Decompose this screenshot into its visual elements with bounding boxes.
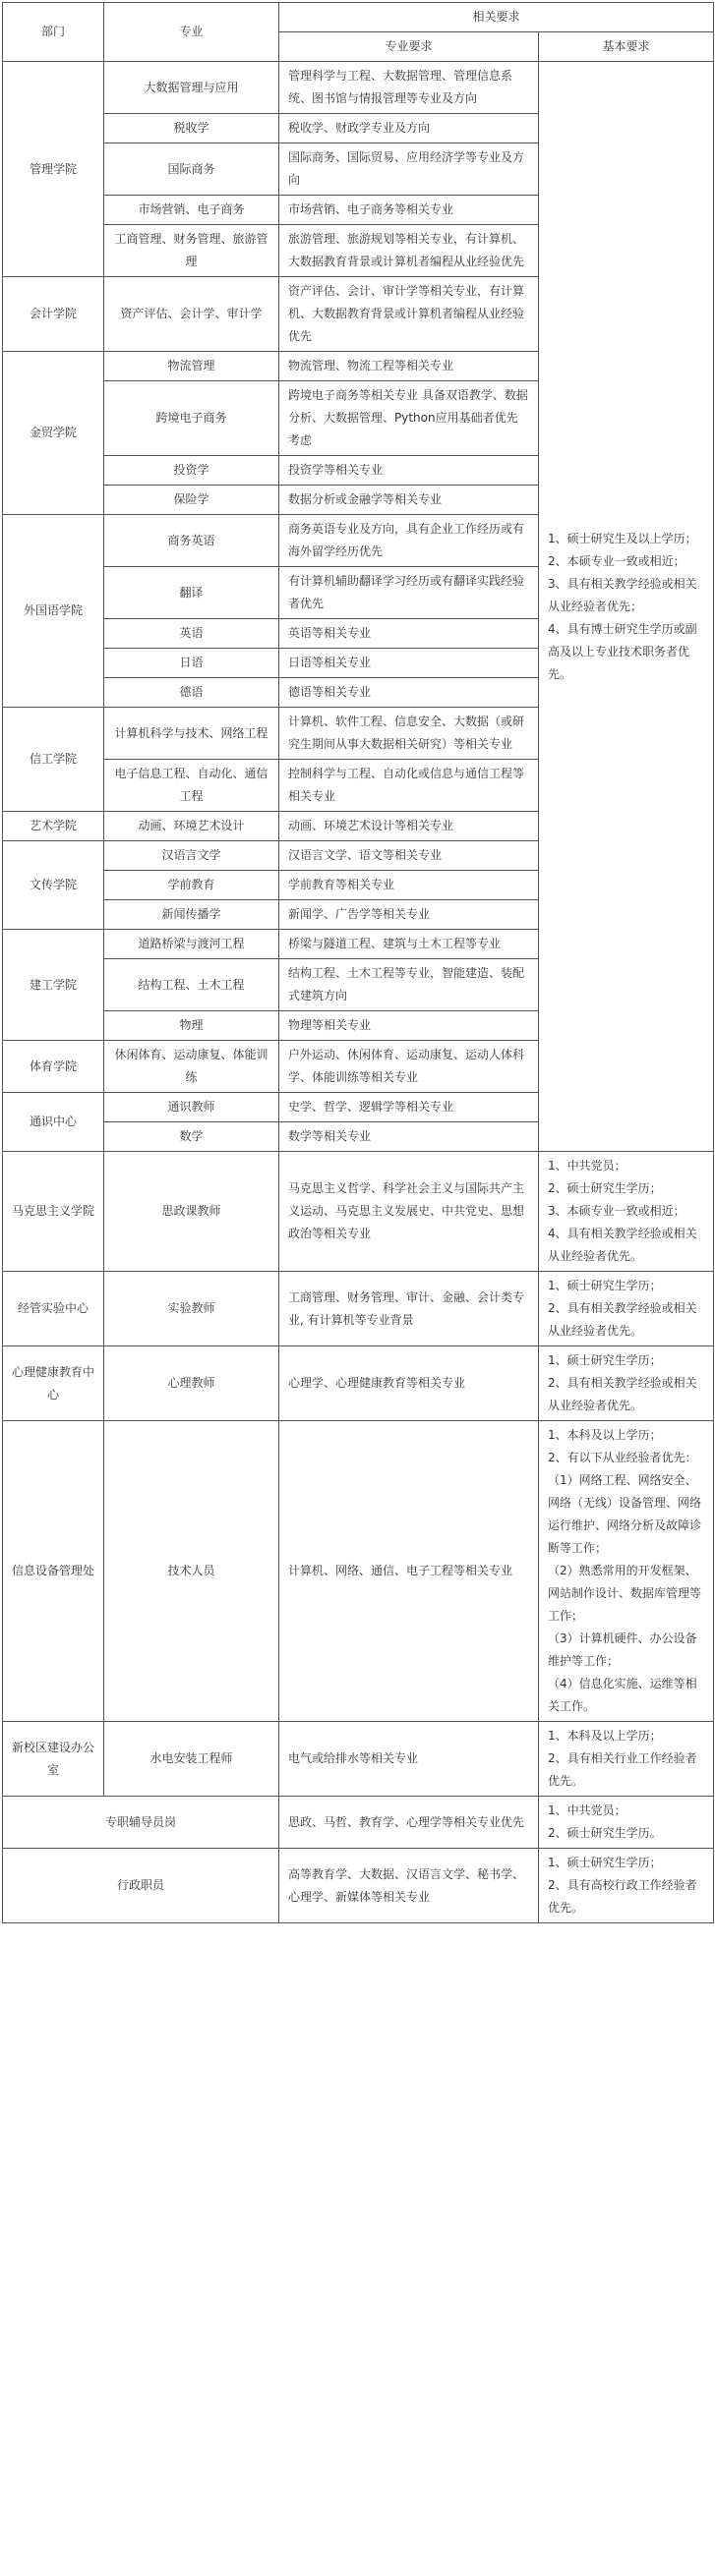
- dept-cell: 管理学院: [3, 62, 104, 277]
- major-cell: 新闻传播学: [104, 900, 279, 930]
- major-requirement-cell: 有计算机辅助翻译学习经历或有翻译实践经验者优先: [279, 567, 539, 619]
- major-requirement-cell: 投资学等相关专业: [279, 456, 539, 486]
- major-cell: 数学: [104, 1122, 279, 1152]
- header-basic-req: 基本要求: [539, 32, 714, 62]
- major-requirement-cell: 旅游管理、旅游规划等相关专业，有计算机、大数据教育背景或计算机者编程从业经验优先: [279, 225, 539, 277]
- major-cell: 资产评估、会计学、审计学: [104, 277, 279, 352]
- major-requirement-cell: 数学等相关专业: [279, 1122, 539, 1152]
- basic-requirement-cell: [539, 1421, 714, 1722]
- header-major: 专业: [104, 3, 279, 62]
- dept-cell: 新校区建设办公室: [3, 1722, 104, 1797]
- recruitment-table: [2, 2, 714, 1923]
- requirement-line: 2、具有高校行政工作经验者优先。: [548, 1878, 697, 1915]
- table-row: [3, 1849, 714, 1923]
- basic-requirement-cell: [539, 1152, 714, 1272]
- position-cell: 行政职员: [3, 1849, 279, 1923]
- requirement-line: 2、本硕专业一致或相近；: [548, 553, 685, 568]
- requirement-line: 1、硕士研究生学历；: [548, 1353, 662, 1367]
- major-requirement-cell: 管理科学与工程、大数据管理、管理信息系统、图书馆与情报管理等专业及方向: [279, 62, 539, 114]
- major-requirement-cell: 计算机、软件工程、信息安全、大数据（或研究生期间从事大数据相关研究）等相关专业: [279, 708, 539, 760]
- major-cell: 休闲体育、运动康复、体能训练: [104, 1041, 279, 1093]
- dept-cell: 体育学院: [3, 1041, 104, 1093]
- table-row: [3, 1797, 714, 1849]
- header-dept: 部门: [3, 3, 104, 62]
- major-requirement-cell: 新闻学、广告学等相关专业: [279, 900, 539, 930]
- header-major-req: 专业要求: [279, 32, 539, 62]
- table-row: [3, 1272, 714, 1346]
- basic-requirement-cell: [539, 1272, 714, 1346]
- dept-cell: 通识中心: [3, 1093, 104, 1152]
- major-cell: 道路桥梁与渡河工程: [104, 930, 279, 959]
- major-cell: 物理: [104, 1011, 279, 1041]
- major-cell: 保险学: [104, 486, 279, 515]
- major-requirement-cell: 日语等相关专业: [279, 649, 539, 678]
- dept-cell: 信工学院: [3, 708, 104, 812]
- table-row: [3, 1152, 714, 1272]
- requirement-line: 2、硕士研究生学历；: [548, 1181, 662, 1195]
- table-row: [3, 1421, 714, 1722]
- major-requirement-cell: 物理等相关专业: [279, 1011, 539, 1041]
- major-cell: 国际商务: [104, 143, 279, 196]
- requirement-line: 4、具有博士研究生学历或副高及以上专业技术职务者优先。: [548, 621, 697, 681]
- requirement-line: （3）计算机硬件、办公设备维护等工作；: [548, 1631, 697, 1668]
- requirement-line: 1、本科及以上学历；: [548, 1428, 662, 1442]
- requirement-line: 3、具有相关教学经验或相关从业经验者优先；: [548, 576, 697, 613]
- major-requirement-cell: 德语等相关专业: [279, 678, 539, 708]
- dept-cell: 文传学院: [3, 841, 104, 930]
- major-requirement-cell: 高等教育学、大数据、汉语言文学、秘书学、心理学、新媒体等相关专业: [279, 1849, 539, 1923]
- major-requirement-cell: 思政、马哲、教育学、心理学等相关专业优先: [279, 1797, 539, 1849]
- header-related: 相关要求: [279, 3, 714, 32]
- major-cell: 结构工程、土木工程: [104, 959, 279, 1011]
- major-requirement-cell: 电气或给排水等相关专业: [279, 1722, 539, 1797]
- major-requirement-cell: 结构工程、土木工程等专业，智能建造、装配式建筑方向: [279, 959, 539, 1011]
- major-requirement-cell: 英语等相关专业: [279, 619, 539, 649]
- major-cell: 税收学: [104, 114, 279, 143]
- major-cell: 心理教师: [104, 1346, 279, 1421]
- major-requirement-cell: 国际商务、国际贸易、应用经济学等专业及方向: [279, 143, 539, 196]
- basic-requirement-cell: [539, 1346, 714, 1421]
- requirement-line: 1、本科及以上学历；: [548, 1729, 662, 1743]
- major-requirement-cell: 学前教育等相关专业: [279, 871, 539, 900]
- requirement-line: 2、具有相关教学经验或相关从业经验者优先。: [548, 1301, 697, 1338]
- major-requirement-cell: 资产评估、会计、审计学等相关专业，有计算机、大数据教育背景或计算机者编程从业经验优先: [279, 277, 539, 352]
- major-cell: 日语: [104, 649, 279, 678]
- major-cell: 计算机科学与技术、网络工程: [104, 708, 279, 760]
- major-requirement-cell: 史学、哲学、逻辑学等相关专业: [279, 1093, 539, 1122]
- requirement-line: 1、中共党员；: [548, 1159, 626, 1173]
- major-cell: 技术人员: [104, 1421, 279, 1722]
- requirement-line: 1、硕士研究生及以上学历；: [548, 531, 697, 545]
- major-cell: 投资学: [104, 456, 279, 486]
- requirement-line: 2、具有相关行业工作经验者优先。: [548, 1751, 697, 1788]
- major-cell: 学前教育: [104, 871, 279, 900]
- requirement-line: （4）信息化实施、运维等相关工作。: [548, 1677, 697, 1713]
- position-cell: 专职辅导员岗: [3, 1797, 279, 1849]
- requirement-line: （2）熟悉常用的开发框架、网站制作设计、数据库管理等工作；: [548, 1564, 702, 1623]
- major-requirement-cell: 工商管理、财务管理、审计、金融、会计类专业, 有计算机等专业背景: [279, 1272, 539, 1346]
- major-requirement-cell: 桥梁与隧道工程、建筑与土木工程等专业: [279, 930, 539, 959]
- major-cell: 工商管理、财务管理、旅游管理: [104, 225, 279, 277]
- requirement-line: 2、具有相关教学经验或相关从业经验者优先。: [548, 1376, 697, 1412]
- major-requirement-cell: 户外运动、休闲体育、运动康复、运动人体科学、体能训练等相关专业: [279, 1041, 539, 1093]
- major-cell: 市场营销、电子商务: [104, 196, 279, 225]
- basic-requirement-cell: [539, 62, 714, 1152]
- major-requirement-cell: 汉语言文学、语文等相关专业: [279, 841, 539, 871]
- major-requirement-cell: 控制科学与工程、自动化或信息与通信工程等相关专业: [279, 760, 539, 812]
- major-cell: 汉语言文学: [104, 841, 279, 871]
- major-requirement-cell: 动画、环境艺术设计等相关专业: [279, 812, 539, 841]
- major-cell: 水电安装工程师: [104, 1722, 279, 1797]
- major-cell: 翻译: [104, 567, 279, 619]
- requirement-line: 3、本硕专业一致或相近；: [548, 1204, 685, 1218]
- major-requirement-cell: 数据分析或金融学等相关专业: [279, 486, 539, 515]
- major-cell: 实验教师: [104, 1272, 279, 1346]
- major-cell: 思政课教师: [104, 1152, 279, 1272]
- major-cell: 跨境电子商务: [104, 381, 279, 456]
- major-cell: 商务英语: [104, 515, 279, 567]
- requirement-line: 2、硕士研究生学历。: [548, 1826, 662, 1840]
- dept-cell: 马克思主义学院: [3, 1152, 104, 1272]
- requirement-line: 1、硕士研究生学历；: [548, 1279, 662, 1292]
- basic-requirement-cell: [539, 1849, 714, 1923]
- major-cell: 德语: [104, 678, 279, 708]
- major-requirement-cell: 税收学、财政学专业及方向: [279, 114, 539, 143]
- major-cell: 大数据管理与应用: [104, 62, 279, 114]
- major-requirement-cell: 物流管理、物流工程等相关专业: [279, 352, 539, 381]
- dept-cell: 金贸学院: [3, 352, 104, 515]
- dept-cell: 建工学院: [3, 930, 104, 1041]
- major-cell: 电子信息工程、自动化、通信工程: [104, 760, 279, 812]
- major-cell: 物流管理: [104, 352, 279, 381]
- requirement-line: 2、有以下从业经验者优先：: [548, 1451, 697, 1464]
- major-cell: 动画、环境艺术设计: [104, 812, 279, 841]
- major-requirement-cell: 计算机、网络、通信、电子工程等相关专业: [279, 1421, 539, 1722]
- major-cell: 通识教师: [104, 1093, 279, 1122]
- major-requirement-cell: 市场营销、电子商务等相关专业: [279, 196, 539, 225]
- requirement-line: 1、中共党员；: [548, 1803, 626, 1817]
- dept-cell: 会计学院: [3, 277, 104, 352]
- requirement-line: 1、硕士研究生学历；: [548, 1856, 662, 1869]
- dept-cell: 心理健康教育中心: [3, 1346, 104, 1421]
- dept-cell: 经管实验中心: [3, 1272, 104, 1346]
- table-row: [3, 62, 714, 114]
- basic-requirement-cell: [539, 1722, 714, 1797]
- major-cell: 英语: [104, 619, 279, 649]
- major-requirement-cell: 跨境电子商务等相关专业 具备双语教学、数据分析、大数据管理、Python应用基础者优先考虑: [279, 381, 539, 456]
- requirement-line: 4、具有相关教学经验或相关从业经验者优先。: [548, 1227, 697, 1263]
- table-row: [3, 1722, 714, 1797]
- major-requirement-cell: 马克思主义哲学、科学社会主义与国际共产主义运动、马克思主义发展史、中共党史、思想政治等相关专业: [279, 1152, 539, 1272]
- dept-cell: 信息设备管理处: [3, 1421, 104, 1722]
- table-row: [3, 1346, 714, 1421]
- table-header-row: [3, 3, 714, 32]
- major-requirement-cell: 心理学、心理健康教育等相关专业: [279, 1346, 539, 1421]
- major-requirement-cell: 商务英语专业及方向，具有企业工作经历或有海外留学经历优先: [279, 515, 539, 567]
- dept-cell: 外国语学院: [3, 515, 104, 708]
- basic-requirement-cell: [539, 1797, 714, 1849]
- dept-cell: 艺术学院: [3, 812, 104, 841]
- requirement-line: （1）网络工程、网络安全、网络（无线）设备管理、网络运行维护、网络分析及故障诊断等工作；: [548, 1473, 702, 1555]
